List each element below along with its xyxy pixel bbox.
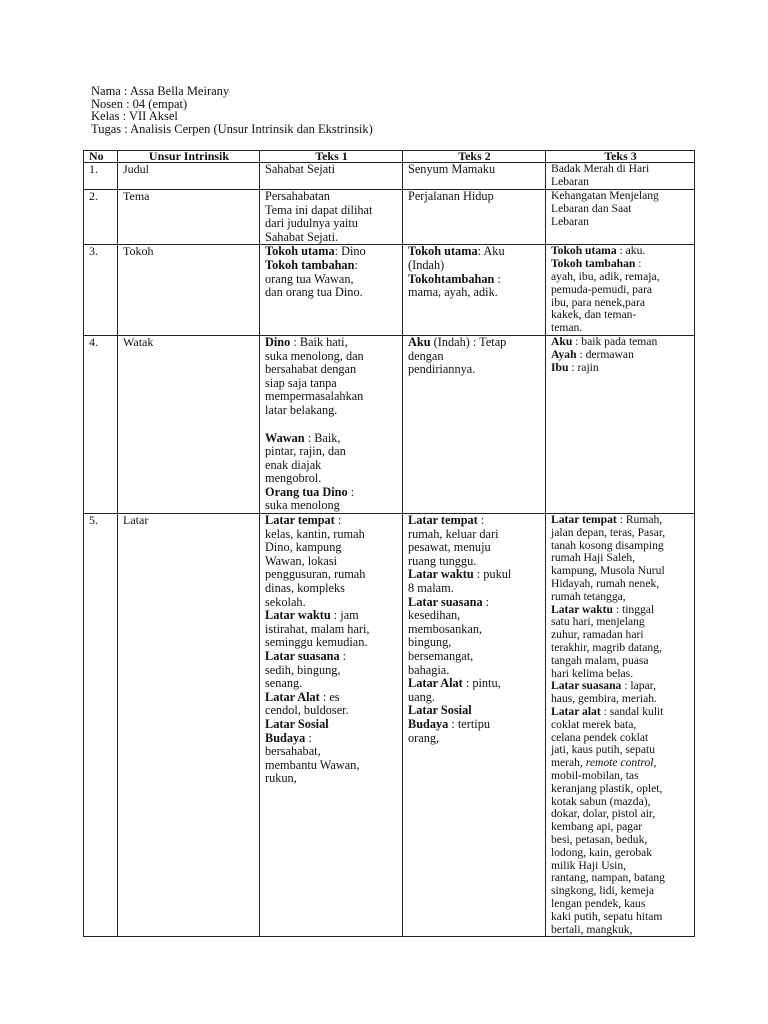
cell-teks-1-line — [265, 404, 398, 418]
cell-teks-1-line — [265, 472, 398, 486]
cell-teks-2-line: Perjalanan Hidup — [408, 189, 494, 203]
text-run: 8 malam. — [408, 581, 454, 596]
cell-teks-1-line — [265, 759, 398, 773]
cell-teks-2-line — [408, 623, 541, 637]
text-run: suka menolong, dan — [265, 348, 364, 363]
text-run: : baik pada teman — [572, 334, 658, 348]
text-run: rumah Haji Saleh, — [551, 551, 636, 565]
bold-label: Ayah — [551, 347, 577, 361]
text-run: rumah, keluar dari — [408, 526, 499, 541]
cell-teks-2-line — [408, 336, 541, 350]
assignment-line: Tugas : Analisis Cerpen (Unsur Intrinsik dan Ekstrinsik) — [91, 121, 373, 136]
text-run: rumah tetangga, — [551, 589, 626, 603]
text-run: : — [334, 513, 342, 528]
cell-teks-3-line: Lebaran — [551, 174, 589, 188]
cell-no: 1. — [84, 163, 118, 190]
text-run: keranjang plastik, oplet, — [551, 781, 663, 795]
cell-teks-3 — [546, 245, 695, 336]
cell-teks-1-line — [265, 623, 398, 637]
cell-teks-2-line — [408, 514, 541, 528]
text-run: : — [482, 594, 490, 609]
table-header-row — [84, 151, 695, 163]
table-row — [84, 245, 695, 336]
cell-teks-1-line — [265, 486, 398, 500]
cell-teks-2-line — [408, 541, 541, 555]
bold-label: Ibu — [551, 360, 569, 374]
text-run: haus, gembira, meriah. — [551, 692, 657, 706]
text-run: dinas, kompleks — [265, 581, 345, 596]
cell-teks-1-line — [265, 677, 398, 691]
bold-label: Latar tempat — [551, 513, 617, 527]
cell-teks-2 — [403, 163, 546, 190]
bold-label: Tokoh tambahan — [551, 257, 636, 271]
text-run: lengan pendek, kaus — [551, 896, 646, 910]
cell-unsur: Latar — [118, 514, 260, 937]
bold-label: Orang tua Dino — [265, 484, 348, 499]
text-run: membosankan, — [408, 621, 483, 636]
bold-label: Latar alat — [551, 705, 601, 719]
cell-teks-1-line — [265, 377, 398, 391]
text-run: besi, petasan, beduk, — [551, 833, 648, 846]
cell-teks-1-line — [265, 636, 398, 650]
text-run: : — [347, 484, 355, 499]
text-run: Dino, kampung — [265, 540, 342, 555]
text-run: rantang, nampan, batang — [551, 871, 665, 885]
text-run: : — [339, 649, 347, 664]
text-run: : — [354, 257, 358, 272]
text-run: (Indah) — [408, 257, 445, 272]
cell-teks-2-line: Senyum Mamaku — [408, 162, 496, 176]
text-run: : sandal kulit — [600, 705, 664, 719]
text-run: uang. — [408, 689, 435, 704]
header-no: No — [84, 151, 118, 163]
cell-teks-1-line — [265, 286, 398, 300]
spacer — [265, 418, 398, 432]
cell-teks-1-line — [265, 664, 398, 678]
cell-teks-1-line — [265, 609, 398, 623]
text-run: bertali, mangkuk, — [551, 922, 633, 936]
bold-label: Tokoh utama — [265, 244, 335, 259]
table-row — [84, 190, 695, 245]
student-name-line: Nama : Assa Bella Meirany — [91, 84, 230, 98]
cell-teks-2-line — [408, 568, 541, 582]
text-run: cendol, buldoser. — [265, 703, 349, 718]
bold-label: Aku — [408, 334, 431, 349]
text-run: senang. — [265, 676, 303, 691]
bold-label: Aku — [551, 334, 573, 348]
cell-teks-1 — [260, 163, 403, 190]
text-run: milik Haji Usin, — [551, 858, 627, 872]
cell-teks-1-line — [265, 432, 398, 446]
cell-no: 5. — [84, 514, 118, 937]
cell-no: 4. — [84, 335, 118, 513]
cell-teks-1-line: Persahabatan — [265, 189, 330, 203]
text-run: kaki putih, sepatu hitam — [551, 909, 663, 923]
cell-teks-1-line — [265, 541, 398, 555]
cell-teks-1-line — [265, 582, 398, 596]
text-run: bingung, — [408, 635, 452, 650]
text-run: : lapar, — [621, 679, 656, 693]
cell-teks-1-line — [265, 568, 398, 582]
cell-teks-2-line — [408, 286, 541, 300]
text-run: : rajin — [568, 360, 599, 374]
text-run: tangah malam, puasa — [551, 653, 649, 667]
text-run: pesawat, menuju — [408, 540, 491, 555]
text-run: : tertipu — [448, 716, 490, 731]
cell-teks-1-line: dari judulnya yaitu — [265, 216, 358, 231]
text-run: enak diajak — [265, 457, 322, 472]
cell-teks-1-line — [265, 245, 398, 259]
cell-teks-1-line — [265, 499, 398, 513]
cell-teks-1-line — [265, 459, 398, 473]
cell-teks-2 — [403, 514, 546, 937]
text-run: istirahat, malam hari, — [265, 621, 370, 636]
cell-teks-1-line — [265, 390, 398, 404]
cell-teks-1-line — [265, 445, 398, 459]
cell-teks-3 — [546, 514, 695, 937]
bold-label: Latar waktu — [265, 608, 331, 623]
cell-teks-1-line — [265, 596, 398, 610]
cell-unsur: Tema — [118, 190, 260, 245]
bold-label: Budaya — [265, 730, 306, 745]
class-line: Kelas : VII Aksel — [91, 109, 178, 124]
cell-teks-1 — [260, 190, 403, 245]
bold-label: Latar suasana — [551, 679, 622, 693]
header-teks-1: Teks 1 — [260, 151, 403, 163]
cell-teks-3-line — [551, 322, 690, 335]
cell-unsur: Judul — [118, 163, 260, 190]
text-run: , — [653, 756, 657, 770]
text-run: kakek, dan teman- — [551, 308, 637, 322]
text-run: : es — [319, 689, 340, 704]
cell-teks-1-line — [265, 772, 398, 786]
text-run: satu hari, menjelang — [551, 615, 645, 629]
cell-teks-1 — [260, 514, 403, 937]
student-info — [91, 85, 373, 135]
text-run: : pukul — [473, 567, 512, 582]
text-run: kelas, kantin, rumah — [265, 526, 365, 541]
cell-teks-3 — [546, 335, 695, 513]
text-run: ayah, ibu, adik, remaja, — [551, 269, 660, 283]
text-run: suka menolong — [265, 498, 340, 513]
text-run: dengan — [408, 348, 444, 363]
cell-teks-2-line — [408, 677, 541, 691]
cell-teks-2-line — [408, 596, 541, 610]
cell-teks-3-line: Badak Merah di Hari — [551, 162, 650, 175]
bold-label: Tokoh utama — [551, 244, 617, 258]
text-run: : Baik, — [304, 430, 341, 445]
text-run: dokar, dolar, pistol air, — [551, 807, 656, 821]
cell-teks-1-line — [265, 336, 398, 350]
cell-teks-3 — [546, 163, 695, 190]
cell-teks-2-line — [408, 718, 541, 732]
header-unsur: Unsur Intrinsik — [118, 151, 260, 163]
text-run: terakhir, magrib datang, — [551, 641, 662, 655]
text-run: ruang tunggu. — [408, 553, 477, 568]
text-run: : — [305, 730, 312, 745]
text-run: zuhur, ramadan hari — [551, 628, 644, 642]
cell-teks-1-line — [265, 718, 398, 732]
text-run: merah, — [551, 756, 586, 770]
cell-teks-1 — [260, 245, 403, 336]
cell-teks-1-line — [265, 555, 398, 569]
text-run: jati, kaus putih, sepatu — [551, 743, 656, 757]
text-run: : aku. — [616, 244, 646, 258]
cell-teks-1-line — [265, 732, 398, 746]
text-run: celana pendek coklat — [551, 730, 649, 744]
text-run: seminggu kemudian. — [265, 635, 368, 650]
text-run: coklat merek bata, — [551, 717, 637, 731]
cell-teks-2-line — [408, 245, 541, 259]
text-run: mengobrol. — [265, 471, 322, 486]
bold-label: Dino — [265, 334, 291, 349]
cell-teks-2-line — [408, 609, 541, 623]
cell-no: 2. — [84, 190, 118, 245]
text-run: : Rumah, — [616, 513, 663, 527]
bold-label: Latar Sosial — [408, 703, 472, 718]
cell-teks-2-line — [408, 350, 541, 364]
cell-teks-3 — [546, 190, 695, 245]
analysis-table — [83, 150, 695, 937]
cell-teks-1-line: Tema ini dapat dilihat — [265, 202, 373, 217]
text-run: lodong, kain, gerobak — [551, 845, 653, 859]
cell-teks-1-line — [265, 259, 398, 273]
header-teks-2: Teks 2 — [403, 151, 546, 163]
bold-label: Latar waktu — [551, 602, 613, 616]
bold-label: Tokoh utama — [408, 244, 478, 259]
text-run: : — [494, 271, 501, 286]
table-row — [84, 163, 695, 190]
text-run: mempermasalahkan — [265, 389, 364, 404]
text-run: : — [477, 513, 485, 528]
text-run: bersahabat dengan — [265, 362, 357, 377]
italic-run: remote control — [585, 756, 654, 770]
cell-teks-1-line: Sahabat Sejati. — [265, 229, 339, 244]
text-run: bersemangat, — [408, 649, 474, 664]
bold-label: Latar tempat — [408, 513, 478, 528]
cell-teks-1-line — [265, 514, 398, 528]
cell-teks-2-line — [408, 732, 541, 746]
text-run: siap saja tanpa — [265, 375, 337, 390]
bold-label: Latar suasana — [408, 594, 483, 609]
bold-label: Latar Alat — [408, 676, 463, 691]
text-run: : Aku — [477, 244, 505, 259]
text-run: hari kelima belas. — [551, 666, 634, 680]
text-run: pintar, rajin, dan — [265, 444, 346, 459]
bold-label: Tokohtambahan — [408, 271, 495, 286]
cell-teks-3-line: Kehangatan Menjelang — [551, 189, 659, 202]
text-run: bahagia. — [408, 662, 450, 677]
cell-no: 3. — [84, 245, 118, 336]
text-run: singkong, lidi, kemeja — [551, 884, 655, 898]
text-run: orang tua Wawan, — [265, 271, 354, 286]
cell-teks-2-line — [408, 650, 541, 664]
text-run: : — [635, 257, 642, 271]
text-run: sekolah. — [265, 594, 306, 609]
cell-teks-1-line — [265, 704, 398, 718]
cell-teks-1-line — [265, 363, 398, 377]
cell-teks-2-line — [408, 528, 541, 542]
cell-teks-2 — [403, 335, 546, 513]
text-run: Wawan, lokasi — [265, 553, 338, 568]
cell-teks-1-line — [265, 745, 398, 759]
text-run: : Baik hati, — [290, 334, 348, 349]
text-run: pemuda-pemudi, para — [551, 282, 653, 296]
student-number-line: Nosen : 04 (empat) — [91, 96, 188, 111]
cell-teks-2-line — [408, 259, 541, 273]
cell-teks-1-line — [265, 273, 398, 287]
text-run: : pintu, — [462, 676, 501, 691]
cell-teks-1 — [260, 335, 403, 513]
cell-teks-2-line — [408, 691, 541, 705]
bold-label: Latar tempat — [265, 513, 335, 528]
text-run: bersahabat, — [265, 744, 321, 759]
text-run: (Indah) : Tetap — [430, 334, 507, 349]
bold-label: Wawan — [265, 430, 305, 445]
cell-teks-3-line: Lebaran dan Saat — [551, 201, 632, 215]
bold-label: Latar Alat — [265, 689, 320, 704]
text-run: orang, — [408, 730, 440, 745]
cell-teks-2-line — [408, 555, 541, 569]
cell-teks-2 — [403, 245, 546, 336]
text-run: : tinggal — [612, 602, 655, 616]
text-run: kembang api, pagar — [551, 820, 643, 834]
cell-teks-1-line: Sahabat Sejati — [265, 162, 336, 176]
cell-teks-2-line — [408, 664, 541, 678]
text-run: sedih, bingung, — [265, 662, 341, 677]
cell-teks-1-line — [265, 350, 398, 364]
cell-teks-2-line — [408, 582, 541, 596]
bold-label: Latar suasana — [265, 649, 340, 664]
cell-unsur: Tokoh — [118, 245, 260, 336]
text-run: penggusuran, rumah — [265, 567, 366, 582]
bold-label: Latar waktu — [408, 567, 474, 582]
table-body — [84, 163, 695, 937]
header-teks-3: Teks 3 — [546, 151, 695, 163]
text-run: tanah kosong disamping — [551, 538, 664, 552]
cell-teks-3-line — [551, 924, 690, 937]
text-run: : dermawan — [576, 347, 634, 361]
text-run: ibu, para nenek,para — [551, 295, 645, 309]
text-run: latar belakang. — [265, 402, 338, 417]
text-run: teman. — [551, 321, 583, 335]
bold-label: Latar Sosial — [265, 716, 329, 731]
cell-teks-1-line — [265, 650, 398, 664]
cell-teks-1-line — [265, 528, 398, 542]
text-run: Hidayah, rumah nenek, — [551, 577, 660, 591]
bold-label: Tokoh tambahan — [265, 257, 355, 272]
cell-teks-3-line — [551, 362, 690, 375]
text-run: kesedihan, — [408, 608, 461, 623]
cell-teks-2-line — [408, 704, 541, 718]
cell-teks-3-line: Lebaran — [551, 214, 589, 228]
cell-teks-2 — [403, 190, 546, 245]
text-run: membantu Wawan, — [265, 757, 360, 772]
text-run: jalan depan, teras, Pasar, — [551, 525, 666, 539]
text-run: kampung, Musola Nurul — [551, 564, 665, 578]
text-run: kotak sabun (mazda), — [551, 794, 651, 808]
bold-label: Budaya — [408, 716, 449, 731]
cell-teks-2-line — [408, 273, 541, 287]
text-run: : jam — [330, 608, 359, 623]
cell-unsur: Watak — [118, 335, 260, 513]
table-row — [84, 335, 695, 513]
text-run: pendiriannya. — [408, 362, 476, 377]
text-run: mobil-mobilan, tas — [551, 769, 639, 783]
table-row — [84, 514, 695, 937]
text-run: : Dino — [334, 244, 366, 259]
text-run: mama, ayah, adik. — [408, 285, 498, 300]
cell-teks-1-line — [265, 691, 398, 705]
text-run: dan orang tua Dino. — [265, 285, 363, 300]
cell-teks-2-line — [408, 363, 541, 377]
text-run: rukun, — [265, 771, 297, 786]
cell-teks-2-line — [408, 636, 541, 650]
